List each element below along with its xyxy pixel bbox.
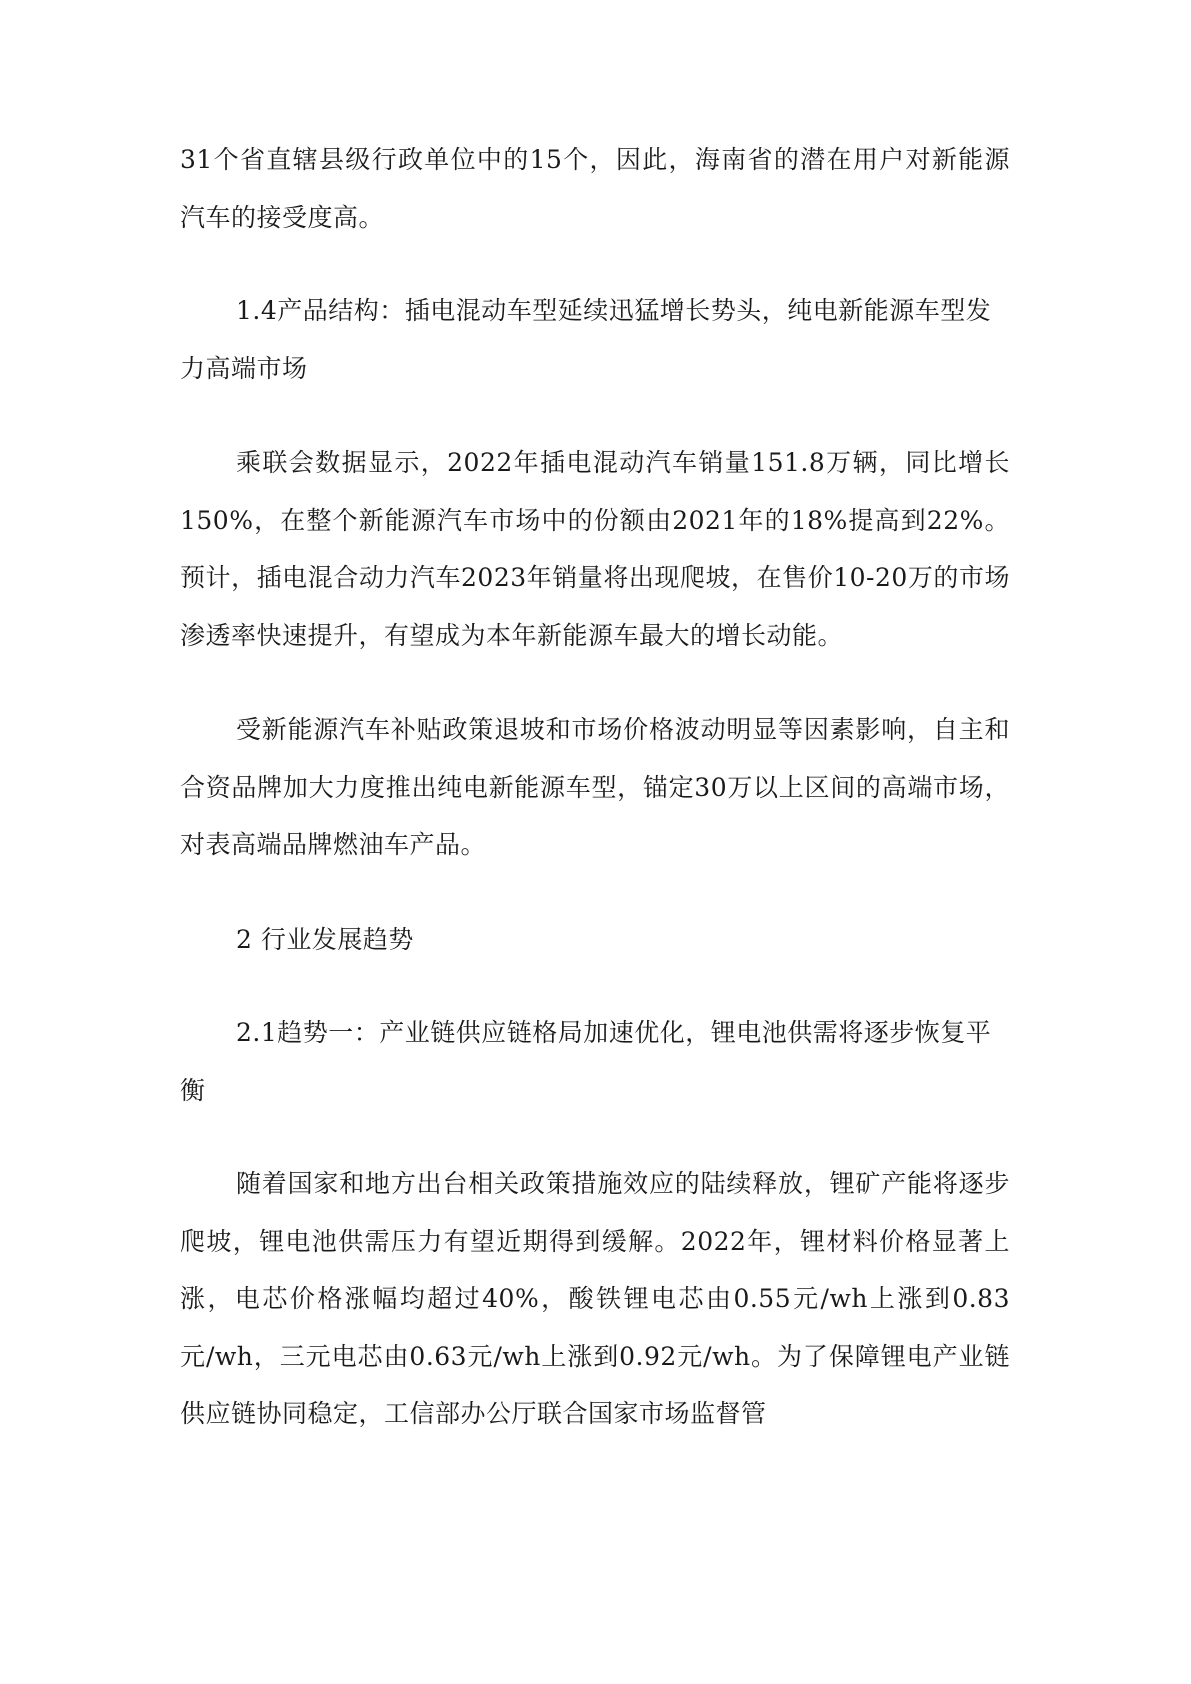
paragraph-plugin-hybrid-sales: 乘联会数据显示，2022年插电混动汽车销量151.8万辆，同比增长150%，在整个新能源汽车市场中的份额由2021年的18%提高到22%。预计，插电混合动力汽车2023年销量将出现爬坡，在售价10-20万的市场渗透率快速提升，有望成为本年新能源车最大的增长动能。 (180, 448, 1010, 650)
paragraph-bev-high-end: 受新能源汽车补贴政策退坡和市场价格波动明显等因素影响，自主和合资品牌加大力度推出纯电新能源车型，锚定30万以上区间的高端市场，对表高端品牌燃油车产品。 (180, 715, 1010, 859)
paragraph-hainan-continuation: 31个省直辖县级行政单位中的15个，因此，海南省的潜在用户对新能源汽车的接受度高。 (180, 145, 1010, 232)
section-heading-2: 2 行业发展趋势 (236, 925, 414, 954)
paragraph-lithium-supply: 随着国家和地方出台相关政策措施效应的陆续释放，锂矿产能将逐步爬坡，锂电池供需压力有望近期得到缓解。2022年，锂材料价格显著上涨，电芯价格涨幅均超过40%，酸铁锂电芯由0.55元/wh上涨到0.83元/wh，三元电芯由0.63元/wh上涨到0.92元/wh。为了保障锂电产业链供应链协同稳定，工信部办公厅联合国家市场监督管 (180, 1169, 1010, 1428)
section-heading-1-4: 1.4产品结构：插电混动车型延续迅猛增长势头，纯电新能源车型发力高端市场 (180, 296, 992, 383)
section-heading-2-1: 2.1趋势一：产业链供应链格局加速优化，锂电池供需将逐步恢复平衡 (180, 1018, 992, 1105)
